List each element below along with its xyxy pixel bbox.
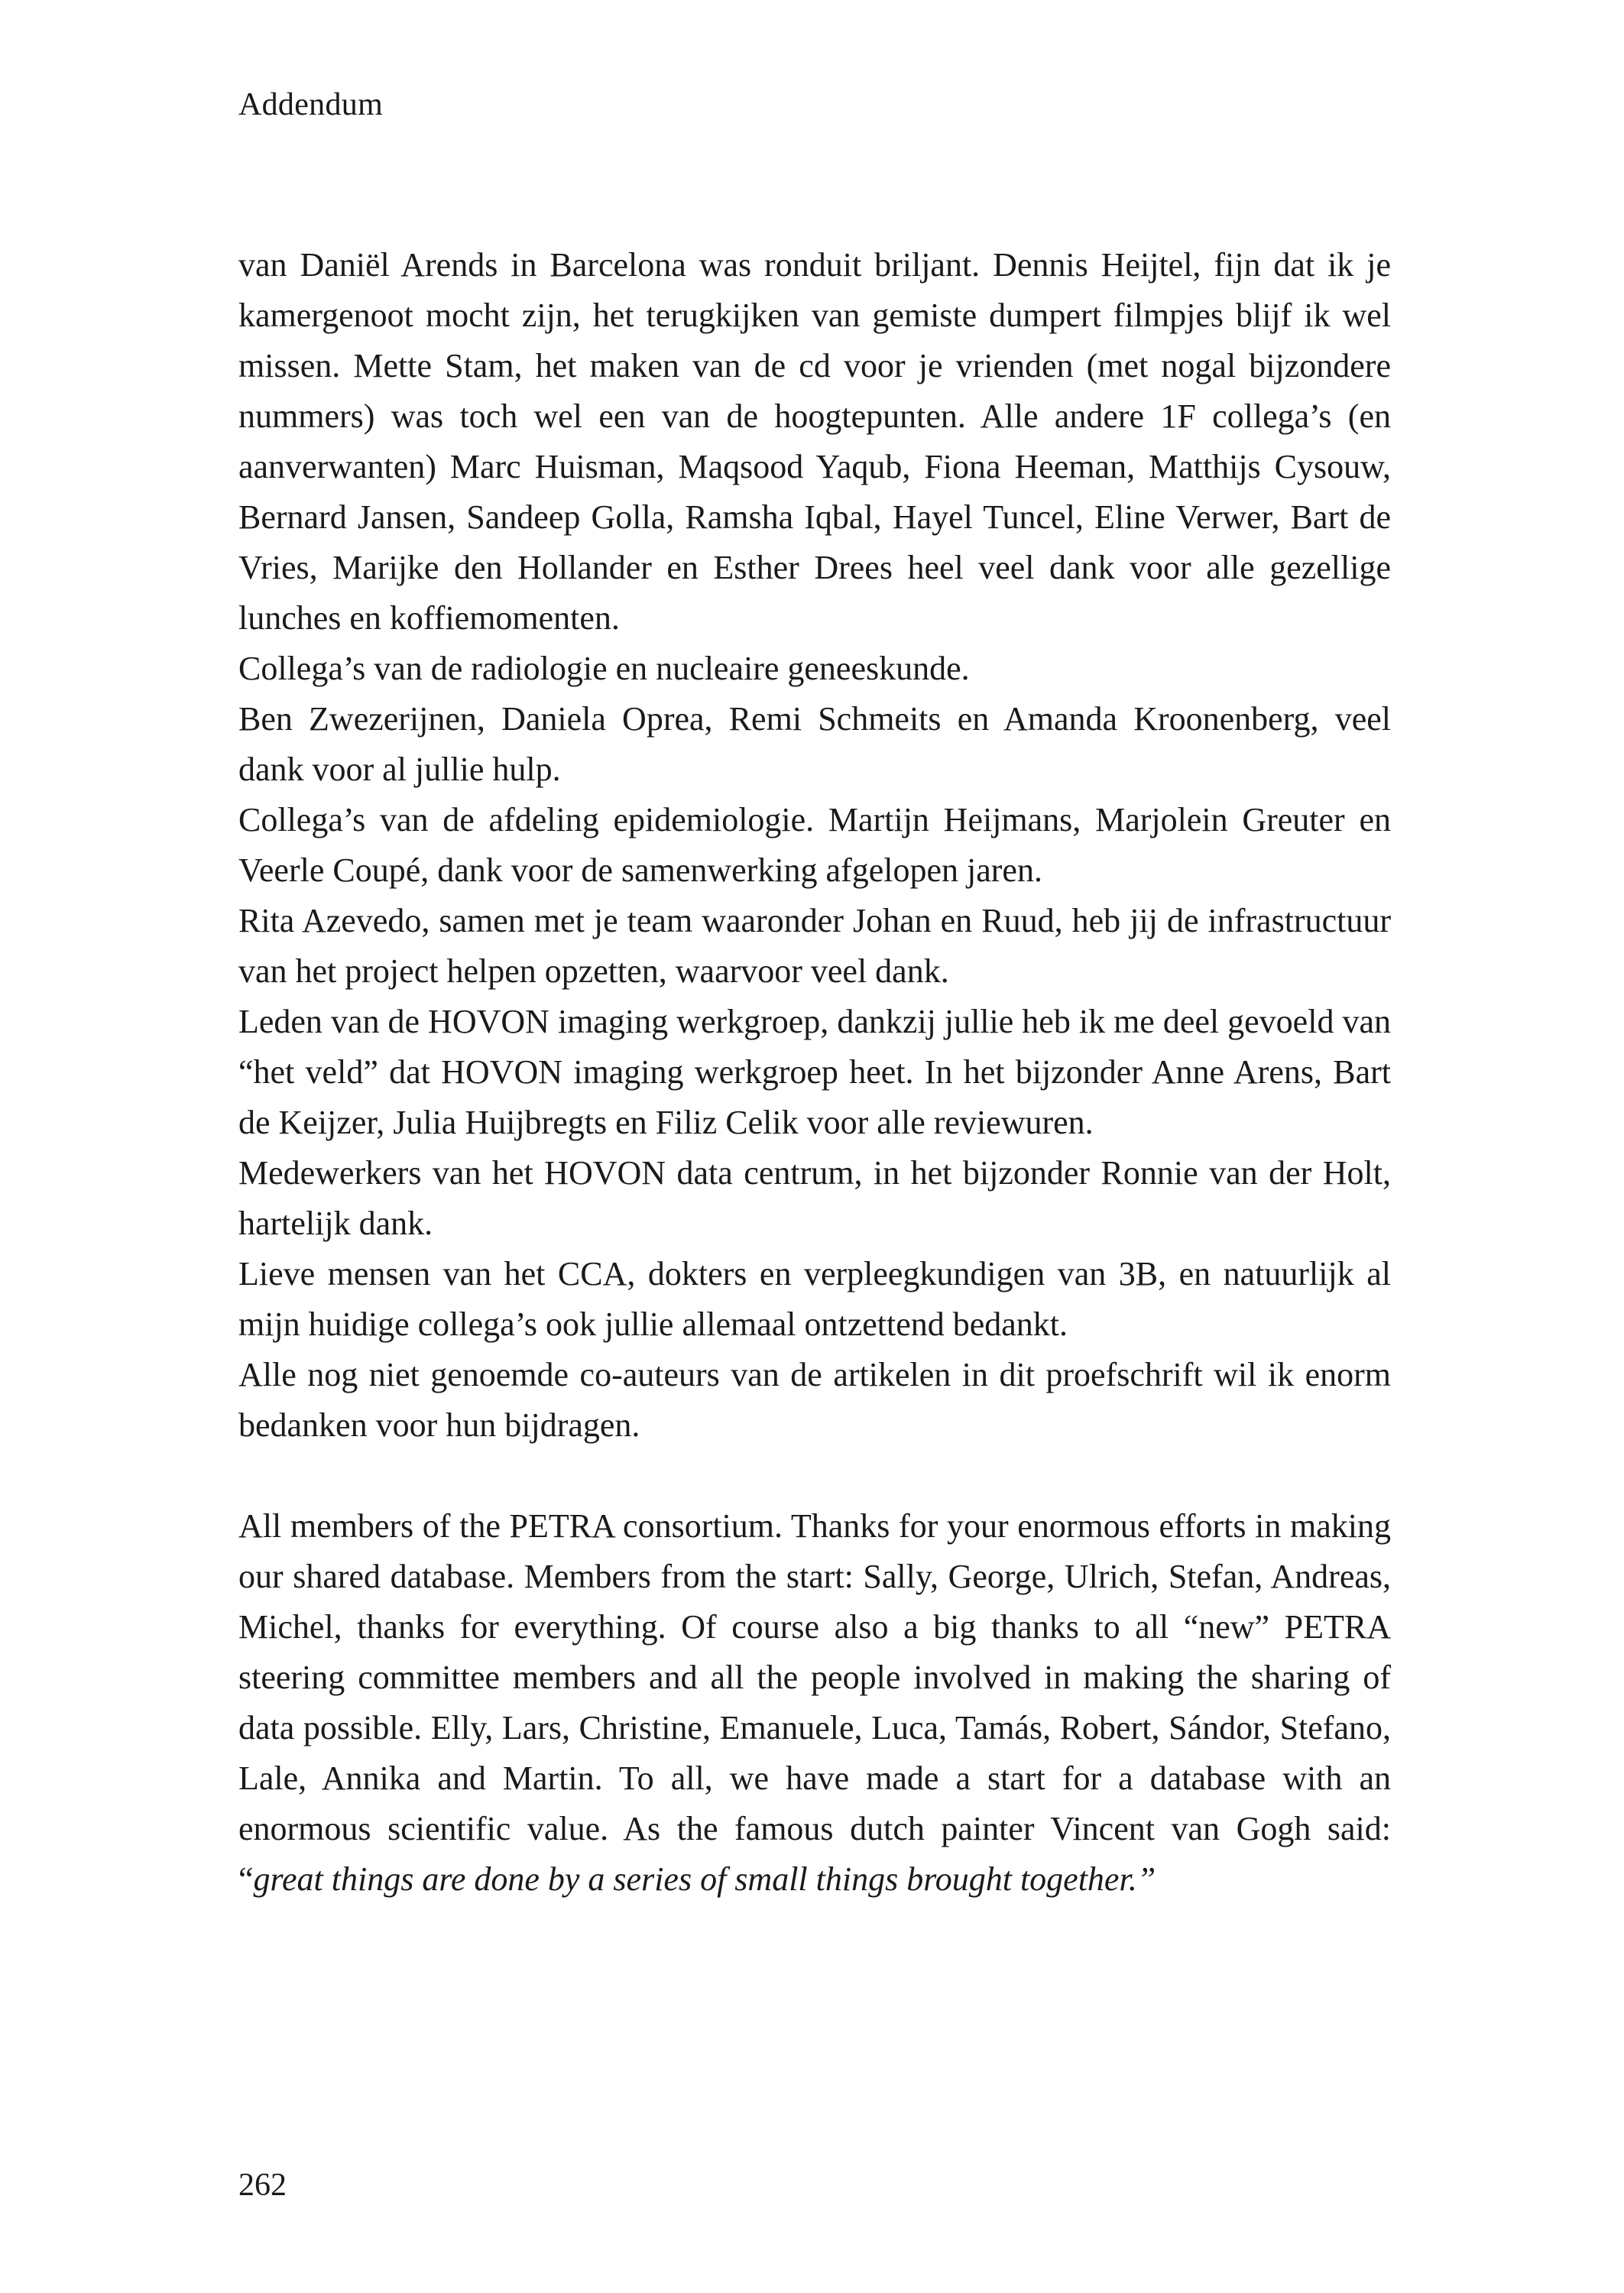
paragraph-group-acknowledgements bbox=[238, 644, 1391, 1451]
running-header: Addendum bbox=[238, 87, 384, 122]
line-infrastructure: Rita Azevedo, samen met je team waaronder Johan en Ruud, heb jij de infrastructuur van het project helpen opzetten, waarvoor veel dank. bbox=[238, 902, 1391, 990]
paragraph-petra-consortium bbox=[238, 1501, 1391, 1905]
paragraph-colleagues-1f: van Daniël Arends in Barcelona was ronduit briljant. Dennis Heijtel, fijn dat ik je kamergenoot mocht zijn, het terugkijken van gemiste dumpert filmpjes blijf ik wel missen. Mette Stam, het maken van de cd voor je vrienden (met nogal bijzondere nummers) was toch wel een van de hoogtepunten. Alle andere 1F collega’s (en aanverwanten) Marc Huisman, Maqsood Yaqub, Fiona Heeman, Matthijs Cysouw, Bernard Jansen, Sandeep Golla, Ramsha Iqbal, Hayel Tuncel, Eline Verwer, Bart de Vries, Marijke den Hollander en Esther Drees heel veel dank voor alle gezellige lunches en koffiemomenten. bbox=[238, 246, 1391, 637]
line-epidemiology: Collega’s van de afdeling epidemiologie. Martijn Heijmans, Marjolein Greuter en Veerle Coupé, dank voor de samenwerking afgelopen jaren. bbox=[238, 801, 1391, 889]
line-co-authors: Alle nog niet genoemde co-auteurs van de artikelen in dit proefschrift wil ik enorm bedanken voor hun bijdragen. bbox=[238, 1356, 1391, 1444]
body-text bbox=[238, 240, 1391, 1905]
van-gogh-quote: great things are done by a series of small things brought together.” bbox=[253, 1860, 1156, 1898]
line-radiology: Collega’s van de radiologie en nucleaire geneeskunde. bbox=[238, 650, 970, 687]
line-hovon-imaging: Leden van de HOVON imaging werkgroep, dankzij jullie heb ik me deel gevoeld van “het veld” dat HOVON imaging werkgroep heet. In het bijzonder Anne Arens, Bart de Keijzer, Julia Huijbregts en Filiz Celik voor alle reviewuren. bbox=[238, 1003, 1391, 1141]
line-radiology-names: Ben Zwezerijnen, Daniela Oprea, Remi Schmeits en Amanda Kroonenberg, veel dank voor al jullie hulp. bbox=[238, 700, 1391, 788]
petra-text: All members of the PETRA consortium. Thanks for your enormous efforts in making our shared database. Members from the start: Sally, George, Ulrich, Stefan, Andreas, Michel, thanks for everything. Of course also a big thanks to all “new” PETRA steering committee members and all the people involved in making the sharing of data possible. Elly, Lars, Christine, Emanuele, Luca, Tamás, Robert, Sándor, Stefano, Lale, Annika and Martin. To all, we have made a start for a database with an enormous scientific value. As the famous dutch painter Vincent van Gogh said: “ bbox=[238, 1507, 1391, 1898]
page-number: 262 bbox=[238, 2168, 287, 2203]
line-cca: Lieve mensen van het CCA, dokters en verpleegkundigen van 3B, en natuurlijk al mijn huidige collega’s ook jullie allemaal ontzettend bedankt. bbox=[238, 1255, 1391, 1343]
line-hovon-data-centre: Medewerkers van het HOVON data centrum, in het bijzonder Ronnie van der Holt, hartelijk dank. bbox=[238, 1154, 1391, 1242]
